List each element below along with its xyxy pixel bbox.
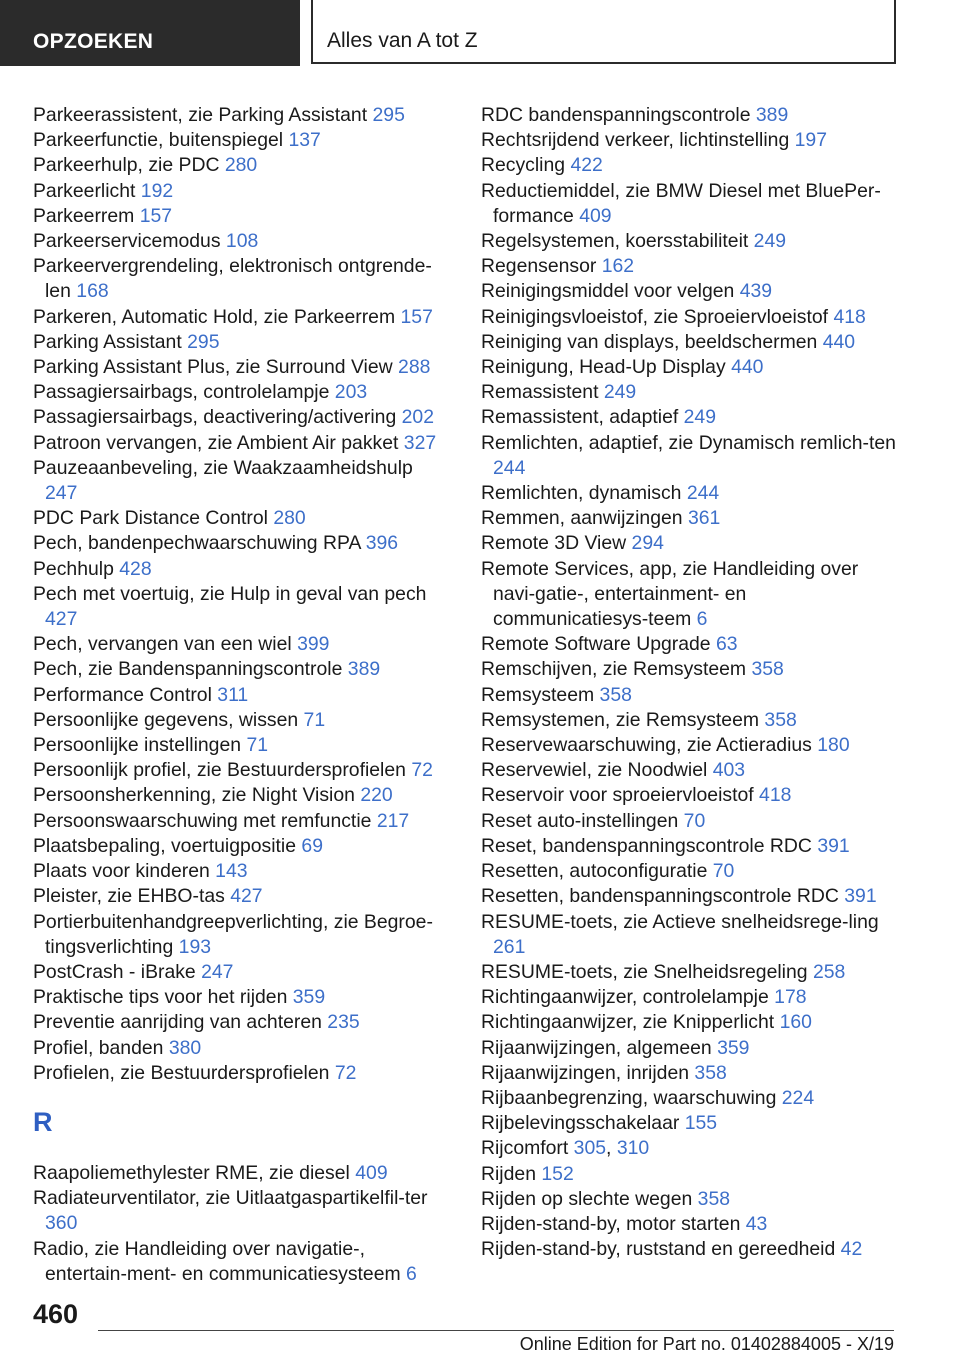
index-term: Rijbelevingsschakelaar (481, 1112, 680, 1135)
index-term: Rijden op slechte wegen (481, 1187, 693, 1210)
index-entry (33, 708, 445, 733)
index-term: Plaats voor kinderen (33, 860, 210, 883)
index-term: Parkeervergrendeling, elektronisch ontgrende-len (33, 255, 432, 303)
index-term: Pleister, zie EHBO-tas (33, 885, 225, 908)
index-term: Recycling (481, 154, 566, 177)
page-reference-link[interactable]: 155 (684, 1112, 718, 1135)
index-entry (481, 1136, 901, 1161)
index-term: Rijcomfort (481, 1137, 569, 1160)
page-reference-link[interactable]: 63 (715, 633, 738, 656)
index-entry (33, 1061, 445, 1086)
page-reference-link[interactable]: 157 (139, 204, 173, 227)
index-entry (33, 733, 445, 758)
page-reference-link[interactable]: 294 (631, 532, 664, 555)
page-reference-link[interactable]: 427 (45, 608, 78, 631)
index-entry (33, 506, 445, 531)
index-entry (481, 859, 901, 884)
index-entry (33, 859, 445, 884)
index-entry (481, 733, 901, 758)
index-term: Reductiemiddel, zie BMW Diesel met BluePer-formance (481, 179, 881, 227)
index-term: PostCrash - iBrake (33, 960, 196, 983)
index-term: Patroon vervangen, zie Ambient Air pakket (33, 431, 399, 454)
index-term: Radiateurventilator, zie Uitlaatgaspartikelfil-ter (33, 1187, 428, 1210)
index-entry (33, 229, 445, 254)
index-entry (33, 884, 445, 909)
page-reference-link[interactable]: 72 (411, 759, 433, 782)
index-term: Richtingaanwijzer, controlelampje (481, 986, 769, 1009)
index-entry (33, 1237, 445, 1287)
edition-info: Online Edition for Part no. 01402884005 - X/19 (519, 1334, 894, 1354)
page-reference-link[interactable]: 389 (755, 104, 789, 126)
index-term: Rechtsrijdend verkeer, lichtinstelling (481, 129, 790, 152)
index-term: Profielen, zie Bestuurdersprofielen (33, 1061, 330, 1084)
index-entry (33, 960, 445, 985)
index-term: Regensensor (481, 255, 597, 278)
index-term: Reiniging van displays, beeldschermen (481, 330, 818, 353)
page-reference-link[interactable]: 428 (119, 557, 152, 580)
index-entry (33, 128, 445, 153)
page-number: 460 (33, 1299, 79, 1329)
index-term: Reservewaarschuwing, zie Actieradius (481, 734, 812, 757)
index-term: Parking Assistant Plus, zie Surround View (33, 356, 393, 379)
index-entry (481, 1061, 901, 1086)
index-term: Pech, zie Bandenspanningscontrole (33, 658, 343, 681)
page-reference-link[interactable]: 6 (696, 608, 708, 631)
index-term: Remsystemen, zie Remsysteem (481, 708, 760, 731)
index-term: Remote 3D View (481, 532, 627, 555)
page-reference-link[interactable]: 108 (225, 230, 259, 253)
index-term: Regelsystemen, koersstabiliteit (481, 230, 749, 253)
index-term: Reinigung, Head-Up Display (481, 356, 726, 379)
index-term: Remschijven, zie Remsysteem (481, 658, 747, 681)
page-reference-link[interactable]: 389 (347, 658, 381, 681)
index-term: Rijden (481, 1162, 536, 1185)
index-term: Remmen, aanwijzingen (481, 507, 683, 530)
page-reference-link[interactable]: 72 (334, 1061, 357, 1084)
index-entry (481, 254, 901, 279)
page-reference-link[interactable]: 70 (683, 809, 706, 832)
page-reference-link[interactable]: 235 (327, 1011, 360, 1034)
page-reference-link[interactable]: 220 (360, 784, 393, 807)
page-reference-link[interactable]: 249 (683, 406, 716, 429)
index-entry (481, 330, 901, 355)
index-entry (481, 380, 901, 405)
page-reference-link[interactable]: 418 (833, 305, 866, 328)
index-column-right (481, 103, 901, 1262)
page-reference-link[interactable]: 358 (694, 1061, 727, 1084)
index-term: Parkeerhulp, zie PDC (33, 154, 220, 177)
index-entry (481, 557, 901, 633)
section-label: OPZOEKEN (33, 30, 154, 53)
page-reference-link[interactable]: 361 (687, 507, 721, 530)
section-letter: R (33, 1106, 53, 1137)
page-reference-link[interactable]: 380 (168, 1036, 202, 1059)
index-term: Persoonlijke instellingen (33, 734, 242, 757)
page-reference-link[interactable]: 224 (781, 1086, 815, 1109)
index-term: Reservoir voor sproeiervloeistof (481, 784, 754, 807)
page-reference-link[interactable]: 192 (140, 179, 174, 202)
index-entry (33, 809, 445, 834)
page-reference-link[interactable]: 247 (201, 960, 234, 983)
page-reference-link[interactable]: 244 (686, 482, 720, 505)
index-entry (33, 330, 445, 355)
index-entry (33, 355, 445, 380)
index-entry (481, 683, 901, 708)
index-term: Parkeerassistent, zie Parking Assistant (33, 104, 368, 126)
index-term: Reinigingsmiddel voor velgen (481, 280, 735, 303)
index-term: Reset auto-instellingen (481, 809, 679, 832)
index-entry (481, 834, 901, 859)
index-term: RDC bandenspanningscontrole (481, 104, 751, 126)
index-entry (33, 531, 445, 556)
index-term: PDC Park Distance Control (33, 507, 268, 530)
page-reference-link[interactable]: 358 (751, 658, 784, 681)
chapter-title-box (311, 0, 896, 64)
index-entry (33, 405, 445, 430)
page-reference-link[interactable]: 193 (178, 935, 212, 958)
page-reference-link[interactable]: 280 (273, 507, 306, 530)
index-term: Persoonswaarschuwing met remfunctie (33, 809, 372, 832)
page-reference-link[interactable]: 327 (403, 431, 437, 454)
index-entry (33, 380, 445, 405)
index-entry (481, 128, 901, 153)
page-reference-link[interactable]: 258 (812, 960, 846, 983)
index-entry (33, 153, 445, 178)
index-entry (481, 103, 901, 128)
index-term: Passagiersairbags, deactivering/activering (33, 406, 397, 429)
index-entry (33, 204, 445, 229)
index-term: RESUME-toets, zie Actieve snelheidsrege-ling (481, 910, 879, 933)
page-reference-link[interactable]: 360 (45, 1212, 78, 1235)
page-reference-link[interactable]: 391 (817, 834, 850, 857)
index-term: Rijbaanbegrenzing, waarschuwing (481, 1086, 777, 1109)
page-reference-link[interactable]: 427 (230, 885, 263, 908)
section-tab (0, 0, 300, 66)
index-entry (481, 758, 901, 783)
page-reference-link[interactable]: 249 (753, 230, 787, 253)
page-reference-link[interactable]: 359 (717, 1036, 750, 1059)
index-term: Persoonsherkenning, zie Night Vision (33, 784, 355, 807)
index-entry (481, 910, 901, 960)
page-reference-link[interactable]: 403 (712, 759, 746, 782)
index-entry (481, 1212, 901, 1237)
index-entry (481, 1086, 901, 1111)
page-reference-link[interactable]: 310 (616, 1137, 650, 1160)
index-entry (33, 910, 445, 960)
index-term: Pech, vervangen van een wiel (33, 633, 292, 656)
index-term: Remlichten, adaptief, zie Dynamisch remlich-ten (481, 431, 896, 454)
index-entry (481, 305, 901, 330)
page-reference-link[interactable]: 6 (406, 1262, 417, 1285)
index-term: RESUME-toets, zie Snelheidsregeling (481, 960, 808, 983)
index-term: Rijden-stand-by, ruststand en gereedheid (481, 1238, 836, 1261)
index-entry (33, 1161, 445, 1186)
page-reference-link[interactable]: 418 (759, 784, 792, 807)
page-reference-link[interactable]: 162 (601, 255, 635, 278)
index-entry (33, 657, 445, 682)
index-entry (481, 783, 901, 808)
index-term: Parkeerrem (33, 204, 135, 227)
index-term: Reinigingsvloeistof, zie Sproeiervloeistof (481, 305, 829, 328)
index-term: Pech, bandenpechwaarschuwing RPA (33, 532, 361, 555)
index-entry (33, 834, 445, 859)
page-reference-link[interactable]: 280 (224, 154, 258, 177)
index-entry (481, 481, 901, 506)
page-header (0, 0, 960, 66)
index-entry (33, 1036, 445, 1061)
index-term: Resetten, bandenspanningscontrole RDC (481, 885, 839, 908)
page-reference-link[interactable]: 203 (334, 381, 368, 404)
index-term: Radio, zie Handleiding over navigatie-, entertain-ment- en communicatiesysteem (33, 1237, 401, 1285)
index-entry (33, 1186, 445, 1236)
page-reference-link[interactable]: 440 (822, 330, 856, 353)
index-term: Preventie aanrijding van achteren (33, 1011, 322, 1034)
index-entry (33, 783, 445, 808)
page-reference-link[interactable]: 391 (844, 885, 877, 908)
index-entry (33, 179, 445, 204)
page-reference-link[interactable]: 409 (355, 1161, 388, 1184)
index-entry (33, 557, 445, 582)
page-reference-link[interactable]: 247 (45, 482, 78, 505)
page-reference-link[interactable]: 359 (292, 986, 326, 1009)
index-entry (481, 1162, 901, 1187)
index-entry (33, 985, 445, 1010)
page-reference-link[interactable]: 396 (365, 532, 399, 555)
index-term: Richtingaanwijzer, zie Knipperlicht (481, 1011, 775, 1034)
index-term: Reservewiel, zie Noodwiel (481, 759, 708, 782)
index-term: Passagiersairbags, controlelampje (33, 381, 330, 404)
ref-separator: , (606, 1137, 612, 1160)
index-term: Portierbuitenhandgreepverlichting, zie Begroe-tingsverlichting (33, 910, 433, 958)
index-entry (481, 405, 901, 430)
page-reference-link[interactable]: 261 (493, 935, 526, 958)
index-entry (481, 1036, 901, 1061)
index-term: Rijden-stand-by, motor starten (481, 1212, 741, 1235)
page-reference-link[interactable]: 244 (493, 456, 526, 479)
index-entry (481, 355, 901, 380)
page-reference-link[interactable]: 157 (400, 305, 433, 328)
page-reference-link[interactable]: 288 (398, 356, 431, 379)
index-term: Parkeerlicht (33, 179, 136, 202)
index-term: Remlichten, dynamisch (481, 482, 682, 505)
page-reference-link[interactable]: 69 (301, 834, 323, 857)
chapter-title: Alles van A tot Z (327, 29, 478, 52)
index-term: Parkeerfunctie, buitenspiegel (33, 129, 284, 152)
index-term: Remote Services, app, zie Handleiding over navi-gatie-, entertainment- en communicatiesys-teem (481, 557, 859, 631)
page-reference-link[interactable]: 137 (288, 129, 321, 152)
page-reference-link[interactable]: 217 (376, 809, 410, 832)
page-reference-link[interactable]: 295 (372, 104, 405, 126)
index-entry (33, 305, 445, 330)
index-entry (481, 531, 901, 556)
index-entry (481, 1187, 901, 1212)
page-reference-link[interactable]: 71 (246, 734, 269, 757)
index-term: Resetten, autoconfiguratie (481, 860, 708, 883)
index-term: Pech met voertuig, zie Hulp in geval van pech (33, 582, 427, 605)
index-term: Remsysteem (481, 683, 595, 706)
index-term: Parkeerservicemodus (33, 230, 221, 253)
page-reference-link[interactable]: 197 (794, 129, 827, 152)
page-reference-link[interactable]: 71 (303, 708, 326, 731)
index-entry (481, 1111, 901, 1136)
footer-divider (98, 1330, 894, 1331)
index-term: Rijaanwijzingen, algemeen (481, 1036, 712, 1059)
index-term: Remassistent, adaptief (481, 406, 679, 429)
index-entry (481, 506, 901, 531)
page-reference-link[interactable]: 42 (840, 1238, 863, 1261)
index-term: Remassistent (481, 381, 599, 404)
index-entry (481, 153, 901, 178)
page-reference-link[interactable]: 440 (731, 356, 764, 379)
index-entry (33, 758, 445, 783)
page-reference-link[interactable]: 180 (817, 734, 850, 757)
page-reference-link[interactable]: 439 (739, 280, 773, 303)
index-entry (481, 229, 901, 254)
page-reference-link[interactable]: 422 (570, 154, 603, 177)
index-entry (33, 456, 445, 506)
page-reference-link[interactable]: 358 (697, 1187, 731, 1210)
index-entry (481, 985, 901, 1010)
index-term: Raapoliemethylester RME, zie diesel (33, 1161, 350, 1184)
index-term: Plaatsbepaling, voertuigpositie (33, 834, 297, 857)
index-entry (481, 632, 901, 657)
page-reference-link[interactable]: 160 (779, 1011, 812, 1034)
page-reference-link[interactable]: 152 (541, 1162, 574, 1185)
index-entry (33, 683, 445, 708)
index-entry (481, 431, 901, 481)
page-reference-link[interactable]: 70 (712, 860, 735, 883)
index-term: Praktische tips voor het rijden (33, 986, 288, 1009)
page-reference-link[interactable]: 43 (745, 1212, 768, 1235)
index-term: Rijaanwijzingen, inrijden (481, 1061, 690, 1084)
index-entry (481, 960, 901, 985)
index-term: Remote Software Upgrade (481, 633, 711, 656)
index-entry (481, 279, 901, 304)
index-term: Pechhulp (33, 557, 114, 580)
index-entry (481, 1010, 901, 1035)
page-reference-link[interactable]: 202 (401, 406, 434, 429)
index-entry (33, 103, 445, 128)
index-term: Performance Control (33, 683, 212, 706)
index-entry (33, 431, 445, 456)
index-entry (481, 884, 901, 909)
index-term: Profiel, banden (33, 1036, 164, 1059)
index-term: Persoonlijke gegevens, wissen (33, 708, 299, 731)
page-reference-link[interactable]: 168 (76, 280, 109, 303)
index-entry (33, 1010, 445, 1035)
index-term: Parkeren, Automatic Hold, zie Parkeerrem (33, 305, 396, 328)
index-entry (33, 582, 445, 632)
index-term: Pauzeaanbeveling, zie Waakzaamheidshulp (33, 456, 413, 479)
index-entry (481, 657, 901, 682)
index-entry (481, 1237, 901, 1262)
page-reference-link[interactable]: 305 (573, 1137, 607, 1160)
page-reference-link[interactable]: 358 (599, 683, 632, 706)
index-term: Parking Assistant (33, 330, 182, 353)
page-reference-link[interactable]: 409 (579, 204, 612, 227)
page-reference-link[interactable]: 249 (603, 381, 637, 404)
index-term: Persoonlijk profiel, zie Bestuurdersprofielen (33, 759, 406, 782)
index-entry (33, 632, 445, 657)
page-reference-link[interactable]: 143 (215, 860, 248, 883)
index-term: Reset, bandenspanningscontrole RDC (481, 834, 812, 857)
index-column-left (33, 103, 445, 1287)
index-entry (33, 254, 445, 304)
page-reference-link[interactable]: 399 (297, 633, 330, 656)
page-reference-link[interactable]: 178 (774, 986, 807, 1009)
index-entry (481, 809, 901, 834)
index-entry (481, 708, 901, 733)
page-reference-link[interactable]: 295 (187, 330, 220, 353)
page-reference-link[interactable]: 311 (217, 683, 249, 706)
index-entry (481, 179, 901, 229)
page-reference-link[interactable]: 358 (764, 708, 797, 731)
